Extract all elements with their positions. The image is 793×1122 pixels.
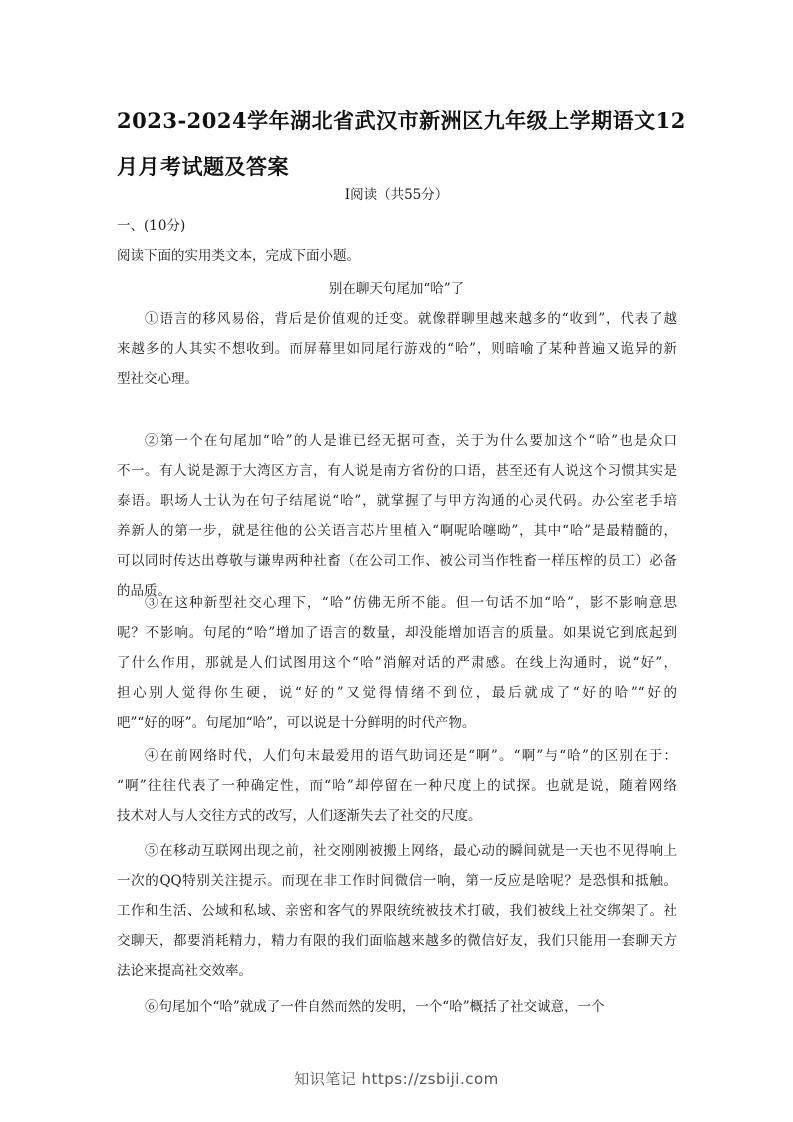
paragraph-5 — [117, 836, 677, 986]
paragraph-line: ⑥句尾加个“哈”就成了一件自然而然的发明，一个“哈”概括了社交诚意，一个 — [145, 999, 605, 1015]
paragraph-2 — [117, 426, 677, 606]
paragraph-line: 工作和生活、公域和私域、亲密和客气的界限统统被技术打破，我们被线上社交绑架了。社 — [117, 903, 677, 919]
paragraph-line: 一次的QQ特别关注提示。而现在非工作时间微信一响，第一反应是啥呢？是恐惧和抵触。 — [117, 873, 677, 889]
paragraph-line: ②第一个在句尾加“哈”的人是谁已经无据可查，关于为什么要加这个“哈”也是众口 — [145, 433, 677, 449]
paragraph-1 — [117, 304, 677, 394]
paragraph-line: ③在这种新型社交心理下，“哈”仿佛无所不能。但一句话不加“哈”，影不影响意思 — [145, 595, 677, 611]
paragraph-line: “啊”往往代表了一种确定性，而“哈”却停留在一种尺度上的试探。也就是说，随着网络 — [117, 778, 677, 794]
paragraph-line: ①语言的移风易俗，背后是价值观的迁变。就像群聊里越来越多的“收到”，代表了越 — [145, 311, 677, 327]
paragraph-line: 担心别人觉得你生硬，说“好的”又觉得情绪不到位，最后就成了“好的哈”“好的 — [117, 685, 677, 701]
article-title: 别在聊天句尾加“哈”了 — [328, 281, 465, 297]
paragraph-line: 型社交心理。 — [117, 371, 198, 387]
paragraph-3 — [117, 588, 677, 738]
paragraph-line: ⑤在移动互联网出现之前，社交刚刚被搬上网络，最心动的瞬间就是一天也不见得响上 — [145, 843, 677, 859]
question-heading: 一、(10分) — [117, 218, 186, 234]
paragraph-line: 法论来提高社交效率。 — [117, 963, 252, 979]
paragraph-line: 养新人的第一步，就是往他的公关语言芯片里植入“啊呢哈噻呦”，其中“哈”是最精髓的， — [117, 523, 677, 539]
paragraph-6 — [117, 992, 677, 1022]
paragraph-line: 吧”“好的呀”。句尾加“哈”，可以说是十分鲜明的时代产物。 — [117, 715, 476, 731]
document-title-line-2: 月月考试题及答案 — [117, 154, 289, 179]
paragraph-line: 的品质。 — [117, 583, 171, 599]
paragraph-line: 了什么作用，那就是人们试图用这个“哈”消解对话的严肃感。在线上沟通时，说“好”， — [117, 655, 677, 671]
paragraph-line: ④在前网络时代，人们句末最爱用的语气助词还是“啊”。“啊”与“哈”的区别在于： — [145, 748, 677, 764]
instruction-text: 阅读下面的实用类文本，完成下面小题。 — [117, 248, 360, 264]
paragraph-line: 可以同时传达出尊敬与谦卑两种社畜（在公司工作、被公司当作牲畜一样压榨的员工）必备 — [117, 553, 677, 569]
section-heading: Ⅰ阅读（共55分） — [344, 187, 449, 203]
footer-watermark: 知识笔记 https://zsbiji.com — [294, 1070, 499, 1088]
paragraph-line: 不一。有人说是源于大湾区方言，有人说是南方省份的口语，甚至还有人说这个习惯其实是 — [117, 463, 677, 479]
paragraph-4 — [117, 741, 677, 831]
paragraph-line: 交聊天，都要消耗精力，精力有限的我们面临越来越多的微信好友，我们只能用一套聊天方 — [117, 933, 677, 949]
paragraph-line: 呢？不影响。句尾的“哈”增加了语言的数量，却没能增加语言的质量。如果说它到底起到 — [117, 625, 677, 641]
paragraph-line: 泰语。职场人士认为在句子结尾说“哈”，就掌握了与甲方沟通的心灵代码。办公室老手培 — [117, 493, 677, 509]
document-title-line-1: 2023-2024学年湖北省武汉市新洲区九年级上学期语文12 — [117, 108, 686, 133]
paragraph-line: 技术对人与人交往方式的改写，人们逐渐失去了社交的尺度。 — [117, 808, 482, 824]
paragraph-line: 来越多的人其实不想收到。而屏幕里如同尾行游戏的“哈”，则暗喻了某种普遍又诡异的新 — [117, 341, 677, 357]
document-title — [117, 98, 697, 190]
